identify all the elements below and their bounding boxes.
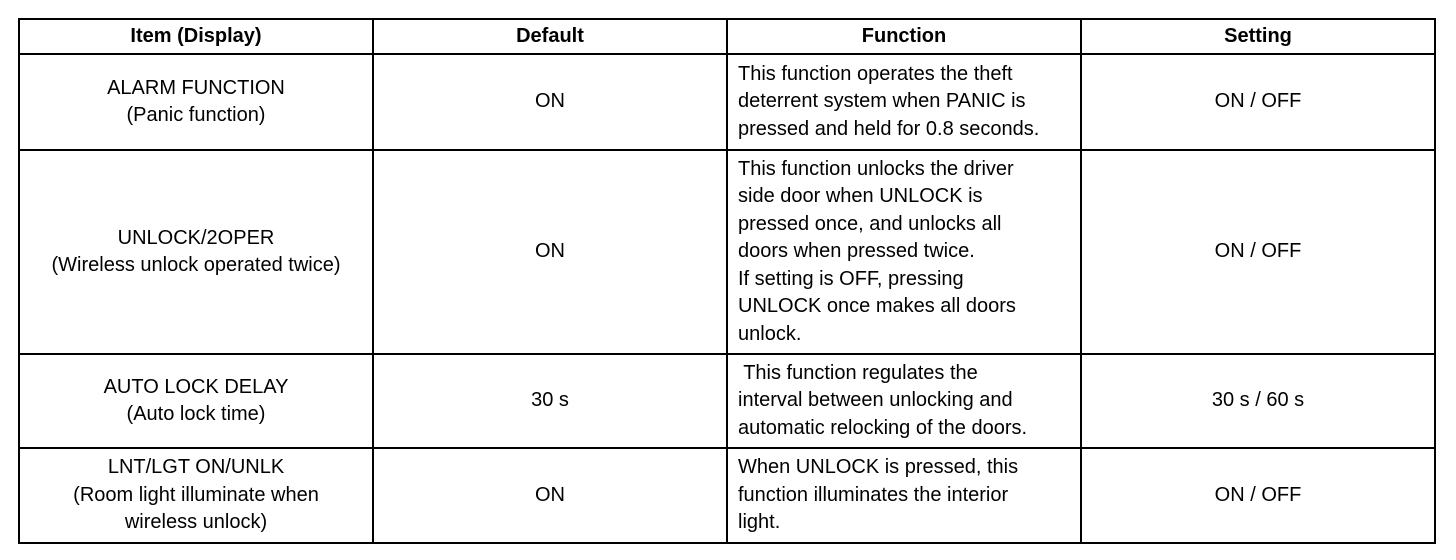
table-body	[19, 54, 1435, 543]
function-line: pressed and held for 0.8 seconds.	[738, 117, 1040, 140]
function-line: doors when pressed twice.	[738, 240, 975, 263]
setting-cell: 30 s / 60 s	[1081, 354, 1435, 448]
item-cell	[19, 354, 373, 448]
item-description: (Panic function)	[126, 104, 266, 126]
function-cell	[727, 54, 1081, 150]
function-line: This function regulates the	[738, 361, 978, 384]
table-row	[19, 150, 1435, 354]
item-cell	[19, 54, 373, 150]
settings-table	[18, 18, 1436, 544]
function-line: This function unlocks the driver	[738, 157, 1014, 180]
function-line: deterrent system when PANIC is	[738, 90, 1026, 113]
function-line: automatic relocking of the doors.	[738, 416, 1028, 439]
header-item-display: Item (Display)	[19, 19, 373, 54]
item-description: wireless unlock)	[124, 511, 268, 534]
function-line: light.	[738, 511, 781, 534]
function-line: function illuminates the interior	[738, 483, 1009, 506]
function-cell	[727, 448, 1081, 543]
setting-cell: ON / OFF	[1081, 54, 1435, 150]
default-cell: ON	[373, 54, 727, 150]
header-setting: Setting	[1081, 19, 1435, 54]
header-default: Default	[373, 19, 727, 54]
default-cell: 30 s	[373, 354, 727, 448]
function-line: pressed once, and unlocks all	[738, 212, 1002, 235]
function-line: interval between unlocking and	[738, 389, 1013, 412]
function-cell	[727, 354, 1081, 448]
table-row	[19, 448, 1435, 543]
header-function: Function	[727, 19, 1081, 54]
header-row	[19, 19, 1435, 54]
default-cell: ON	[373, 150, 727, 354]
item-name: LNT/LGT ON/UNLK	[107, 456, 285, 479]
item-description: (Wireless unlock operated twice)	[51, 254, 341, 276]
function-line: When UNLOCK is pressed, this	[738, 456, 1019, 479]
item-name: UNLOCK/2OPER	[117, 226, 275, 249]
table-row	[19, 354, 1435, 448]
function-line: If setting is OFF, pressing	[738, 267, 964, 290]
function-cell	[727, 150, 1081, 354]
setting-cell: ON / OFF	[1081, 448, 1435, 543]
item-cell	[19, 150, 373, 354]
function-line: This function operates the theft	[738, 62, 1013, 85]
settings-table-container	[18, 18, 1436, 544]
item-description: (Room light illuminate when	[73, 483, 319, 506]
item-description: (Auto lock time)	[126, 403, 266, 425]
table-header	[19, 19, 1435, 54]
function-line: unlock.	[738, 322, 802, 345]
function-line: UNLOCK once makes all doors	[738, 295, 1016, 318]
table-row	[19, 54, 1435, 150]
setting-cell: ON / OFF	[1081, 150, 1435, 354]
item-name: ALARM FUNCTION	[107, 76, 285, 99]
function-line: side door when UNLOCK is	[738, 185, 983, 208]
default-cell: ON	[373, 448, 727, 543]
item-cell	[19, 448, 373, 543]
item-name: AUTO LOCK DELAY	[103, 375, 289, 398]
